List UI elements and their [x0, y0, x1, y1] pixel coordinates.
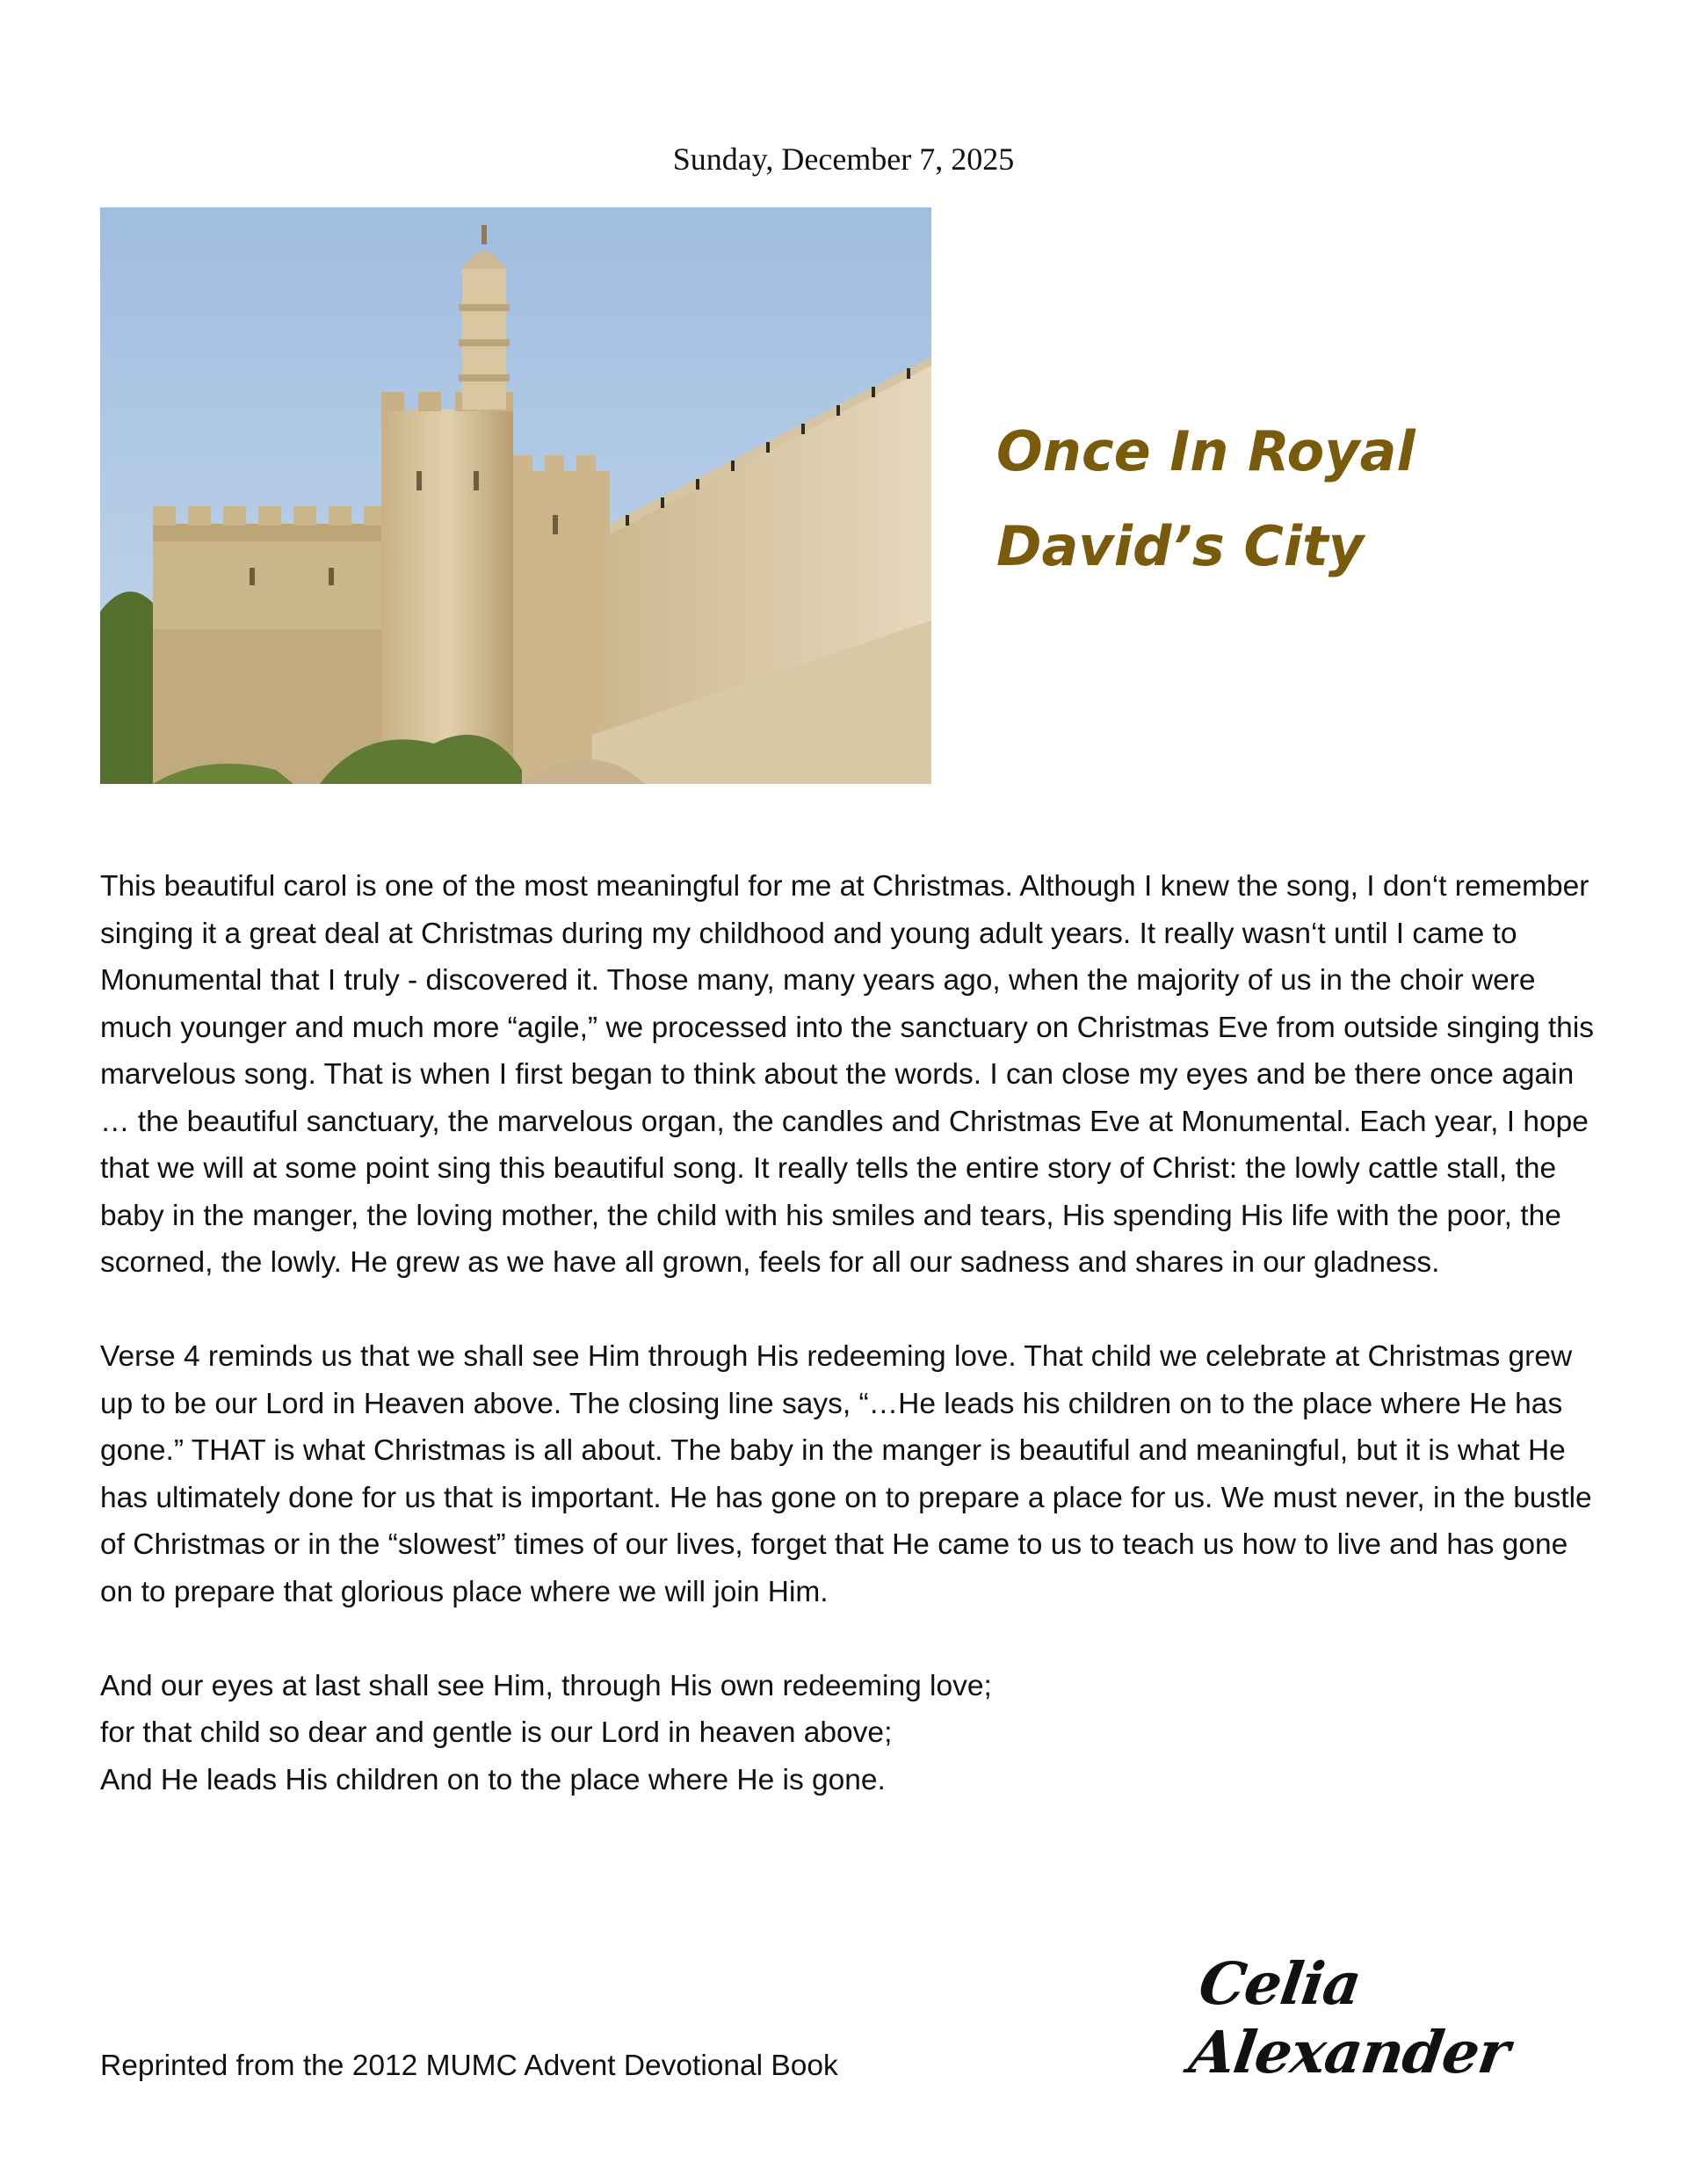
carol-title [996, 404, 1611, 594]
devotional-body [100, 863, 1603, 1803]
reprint-note: Reprinted from the 2012 MUMC Advent Devotional Book [100, 2050, 838, 2082]
hymn-verse [100, 1663, 1603, 1804]
body-paragraph-1: This beautiful carol is one of the most meaningful for me at Christmas. Although I knew the song, I don‘t remember singing it a great deal at Christmas during my childhood and young adult years. It really wasn‘t until I came to Monumental that I truly - discovered it. Those many, many years ago, when the majority of us in the choir were much younger and much more “agile,” we processed into the sanctuary on Christmas Eve from outside singing this marvelous song. That is when I first began to think about the words. I can close my eyes and be there once again … the beautiful sanctuary, the marvelous organ, the candles and Christmas Eve at Monumental. Each year, I hope that we will at some point sing this beautiful song. It really tells the entire story of Christ: the lowly cattle stall, the baby in the manger, the loving mother, the child with his smiles and tears, His spending His life with the poor, the scorned, the lowly. He grew as we have all grown, feels for all our sadness and shares in our gladness. [100, 870, 1595, 1279]
carol-title-line2: David’s City [996, 514, 1365, 578]
verse-line: And He leads His children on to the place where He is gone. [100, 1763, 886, 1796]
author-signature: Celia Alexander [1185, 1949, 1514, 2086]
carol-title-line1: Once In Royal [996, 419, 1415, 483]
verse-line: And our eyes at last shall see Him, through His own redeeming love; [100, 1669, 992, 1702]
tower-of-david-photo [100, 207, 931, 784]
page-date: Sunday, December 7, 2025 [672, 141, 1015, 177]
verse-line: for that child so dear and gentle is our Lord in heaven above; [100, 1716, 893, 1749]
tower-of-david-icon [100, 207, 931, 784]
body-paragraph-2: Verse 4 reminds us that we shall see Him through His redeeming love. That child we celebrate at Christmas grew up to be our Lord in Heaven above. The closing line says, “…He leads his children on to the place where He has gone.” THAT is what Christmas is all about. The baby in the manger is beautiful and meaningful, but it is what He has ultimately done for us that is important. He has gone on to prepare a place for us. We must never, in the bustle of Christmas or in the “slowest” times of our lives, forget that He came to us to teach us how to live and has gone on to prepare that glorious place where we will join Him. [100, 1340, 1592, 1608]
